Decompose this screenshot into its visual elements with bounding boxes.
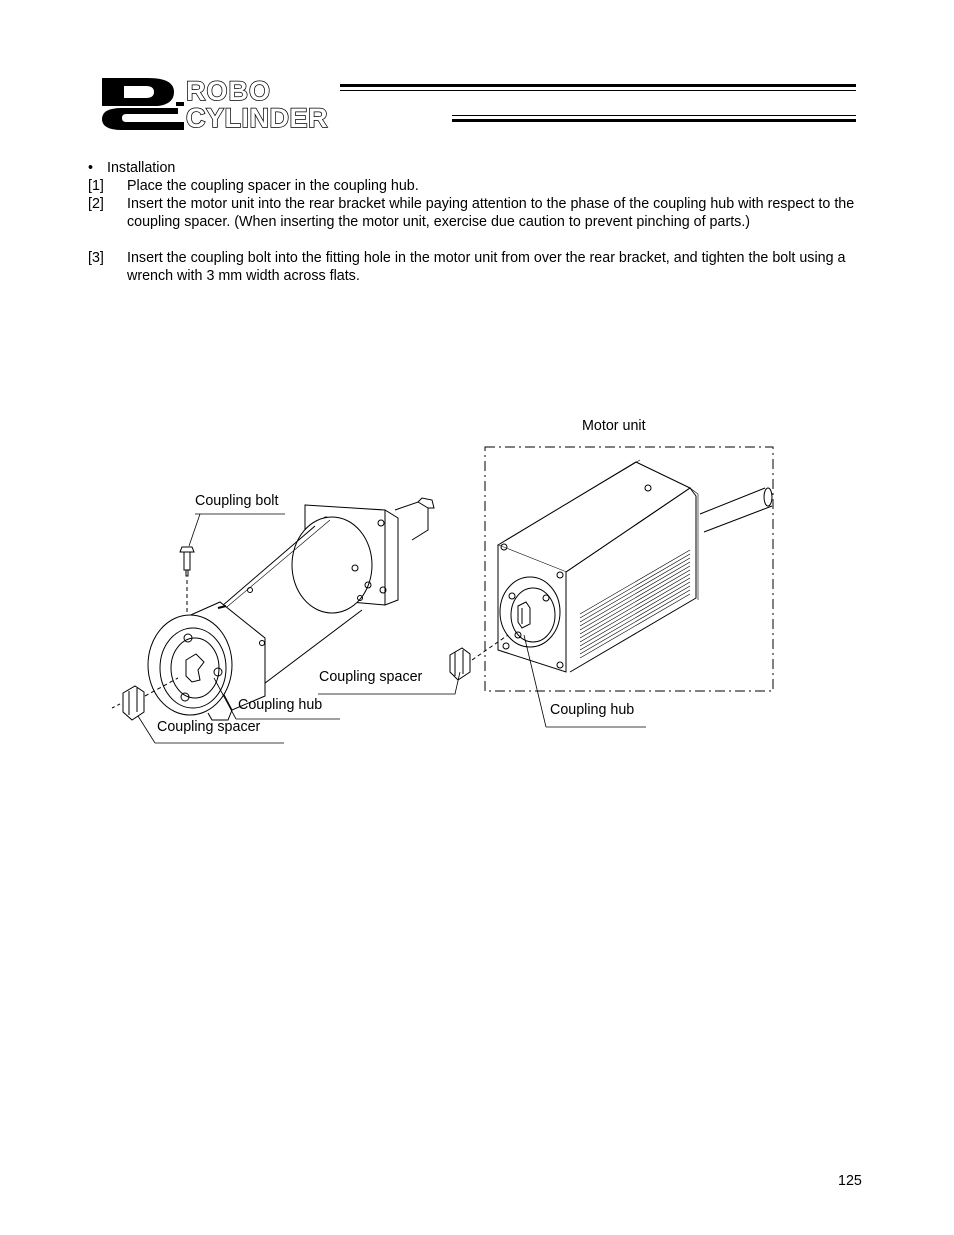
- section-heading-text: Installation: [107, 160, 176, 176]
- header-rule: [340, 84, 856, 87]
- page-number: 125: [838, 1173, 862, 1189]
- label-coupling-bolt: Coupling bolt: [195, 493, 279, 509]
- header-rule: [452, 119, 856, 122]
- step-1: [88, 177, 868, 195]
- step-3: [88, 249, 868, 285]
- logo-cylinder-text: CYLINDER: [186, 103, 329, 130]
- step-2: [88, 195, 868, 249]
- bullet-icon: •: [88, 160, 94, 176]
- step-number: [2]: [88, 196, 104, 212]
- section-heading: [88, 159, 175, 177]
- label-motor-unit: Motor unit: [582, 418, 646, 434]
- label-coupling-hub-right: Coupling hub: [550, 702, 635, 718]
- installation-diagram: [100, 410, 800, 760]
- step-text: Place the coupling spacer in the coupling hub.: [127, 178, 419, 194]
- step-number: [3]: [88, 250, 104, 266]
- header-rule: [452, 115, 856, 116]
- label-coupling-spacer-left: Coupling spacer: [157, 719, 261, 735]
- actuator-body: [148, 498, 434, 720]
- step-text: Insert the coupling bolt into the fitting hole in the motor unit from over the rear bracket, and tighten the bolt using a wrench with 3 mm width across flats.: [127, 250, 846, 284]
- rc-monogram-icon: [102, 78, 184, 130]
- logo-robo-text: ROBO: [186, 76, 271, 106]
- coupling-bolt-icon: [180, 547, 194, 615]
- label-coupling-hub-left: Coupling hub: [238, 697, 323, 713]
- label-coupling-spacer-right: Coupling spacer: [319, 669, 423, 685]
- motor-unit-body: [498, 460, 772, 672]
- step-text: Insert the motor unit into the rear bracket while paying attention to the phase of the coupling hub with respect to the coupling spacer. (When inserting the motor unit, exercise due caution to prevent pinching of parts.): [127, 196, 855, 230]
- step-number: [1]: [88, 178, 104, 194]
- header-rule: [340, 90, 856, 91]
